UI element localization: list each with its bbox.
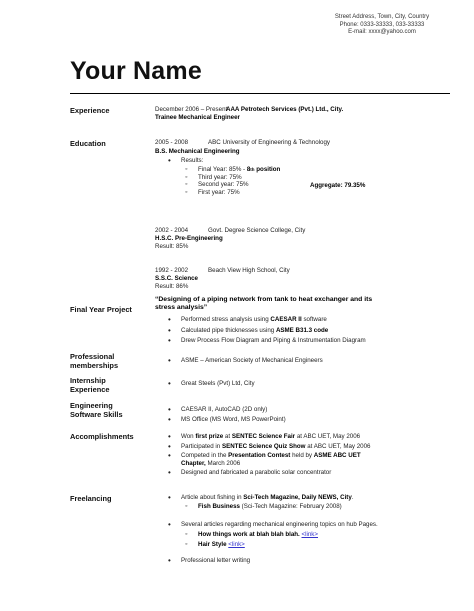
experience-title: Trainee Mechanical Engineer: [155, 114, 240, 121]
hsc-result: Result: 85%: [155, 243, 189, 250]
experience-company: AAA Petrotech Services (Pvt.) Ltd., City.: [226, 106, 344, 113]
section-label-education: Education: [70, 139, 106, 148]
ssc-result: Result: 86%: [155, 283, 189, 290]
software-list: [168, 406, 286, 423]
results-list: [168, 157, 203, 165]
freelancing-list-2: [168, 521, 378, 529]
results-years-list: [185, 166, 280, 196]
section-label-memberships: Professional memberships: [70, 352, 119, 370]
bs-dates: 2005 - 2008: [155, 139, 189, 146]
page-title: Your Name: [70, 57, 202, 85]
list-item: ◦ Second year: 75%: [185, 181, 280, 189]
list-item: • MS Office (MS Word, MS PowerPoint): [168, 416, 286, 424]
list-item: • Participated in SENTEC Science Quiz Show at ABC UET, May 2006: [168, 443, 371, 451]
contact-email: E-mail: xxxx@yahoo.com: [348, 29, 416, 36]
section-label-internship: Internship Experience: [70, 376, 110, 394]
list-item: ◦ First year: 75%: [185, 189, 280, 197]
contact-address: Street Address, Town, City, Country: [334, 14, 430, 20]
hsc-degree: H.S.C. Pre-Engineering: [155, 235, 223, 242]
section-label-freelancing: Freelancing: [70, 494, 112, 503]
list-item: ◦ Third year: 75%: [185, 174, 280, 182]
section-label-software: Engineering Software Skills: [70, 401, 123, 419]
article-link[interactable]: <link>: [228, 540, 245, 548]
freelancing-sublist-2: [185, 531, 318, 548]
list-item: ◦ Hair Style <link>: [185, 541, 318, 549]
freelancing-list: [168, 494, 354, 502]
ssc-school: Beach View High School, City: [208, 267, 290, 274]
list-item: • Designed and fabricated a parabolic solar concentrator: [168, 469, 371, 477]
results-label: • Results:: [168, 157, 203, 165]
bs-degree: B.S. Mechanical Engineering: [155, 148, 240, 155]
experience-dates: December 2006 – Present: [155, 106, 228, 113]
list-item: • Performed stress analysis using CAESAR II software: [168, 316, 366, 324]
list-item: • Article about fishing in Sci-Tech Magazine, Daily NEWS, City.: [168, 494, 354, 502]
list-item: • Won first prize at SENTEC Science Fair at ABC UET, May 2006: [168, 433, 371, 441]
accomplishments-list: [168, 433, 371, 477]
section-label-accomplishments: Accomplishments: [70, 432, 134, 441]
list-item: • Professional letter writing: [168, 557, 250, 565]
internship-list: [168, 380, 255, 388]
freelancing-list-3: [168, 557, 250, 565]
project-title-line1: “Designing of a piping network from tank to heat exchanger and its: [155, 296, 373, 303]
hsc-dates: 2002 - 2004: [155, 227, 189, 234]
list-item: • Drew Process Flow Diagram and Piping & Instrumentation Diagram: [168, 337, 366, 345]
article-link[interactable]: <link>: [301, 531, 319, 538]
list-item: • Several articles regarding mechanical engineering topics on hub Pages.: [168, 521, 378, 529]
ssc-dates: 1992 - 2002: [155, 267, 189, 274]
list-item: • CAESAR II, AutoCAD (2D only): [168, 406, 286, 414]
project-list: [168, 316, 366, 345]
freelancing-sublist-1: [185, 503, 342, 511]
list-item: ◦ Fish Business (Sci-Tech Magazine: February 2008): [185, 503, 342, 511]
list-item: • ASME – American Society of Mechanical Engineers: [168, 357, 323, 365]
contact-block: [312, 14, 452, 37]
list-item: ◦ Final Year: 85% - 8th position: [185, 166, 280, 174]
project-title-line2: stress analysis”: [155, 304, 208, 311]
list-item: • Competed in the Presentation Contest held by ASME ABC UET Chapter, March 2006: [168, 452, 371, 467]
hsc-school: Govt. Degree Science College, City: [208, 227, 306, 234]
ssc-degree: S.S.C. Science: [155, 275, 198, 282]
contact-phone: Phone: 0333-33333, 033-33333: [339, 21, 425, 28]
list-item: • Great Steels (Pvt) Ltd, City: [168, 380, 255, 388]
bs-school: ABC University of Engineering & Technology: [208, 139, 330, 146]
list-item: • Calculated pipe thicknesses using ASME B31.3 code: [168, 327, 366, 335]
memberships-list: [168, 357, 323, 365]
aggregate: Aggregate: 79.35%: [310, 182, 366, 189]
section-label-project: Final Year Project: [70, 305, 132, 314]
section-label-experience: Experience: [70, 106, 110, 115]
title-divider: [70, 93, 450, 94]
list-item: ◦ How things work at blah blah blah. <link>: [185, 531, 318, 539]
